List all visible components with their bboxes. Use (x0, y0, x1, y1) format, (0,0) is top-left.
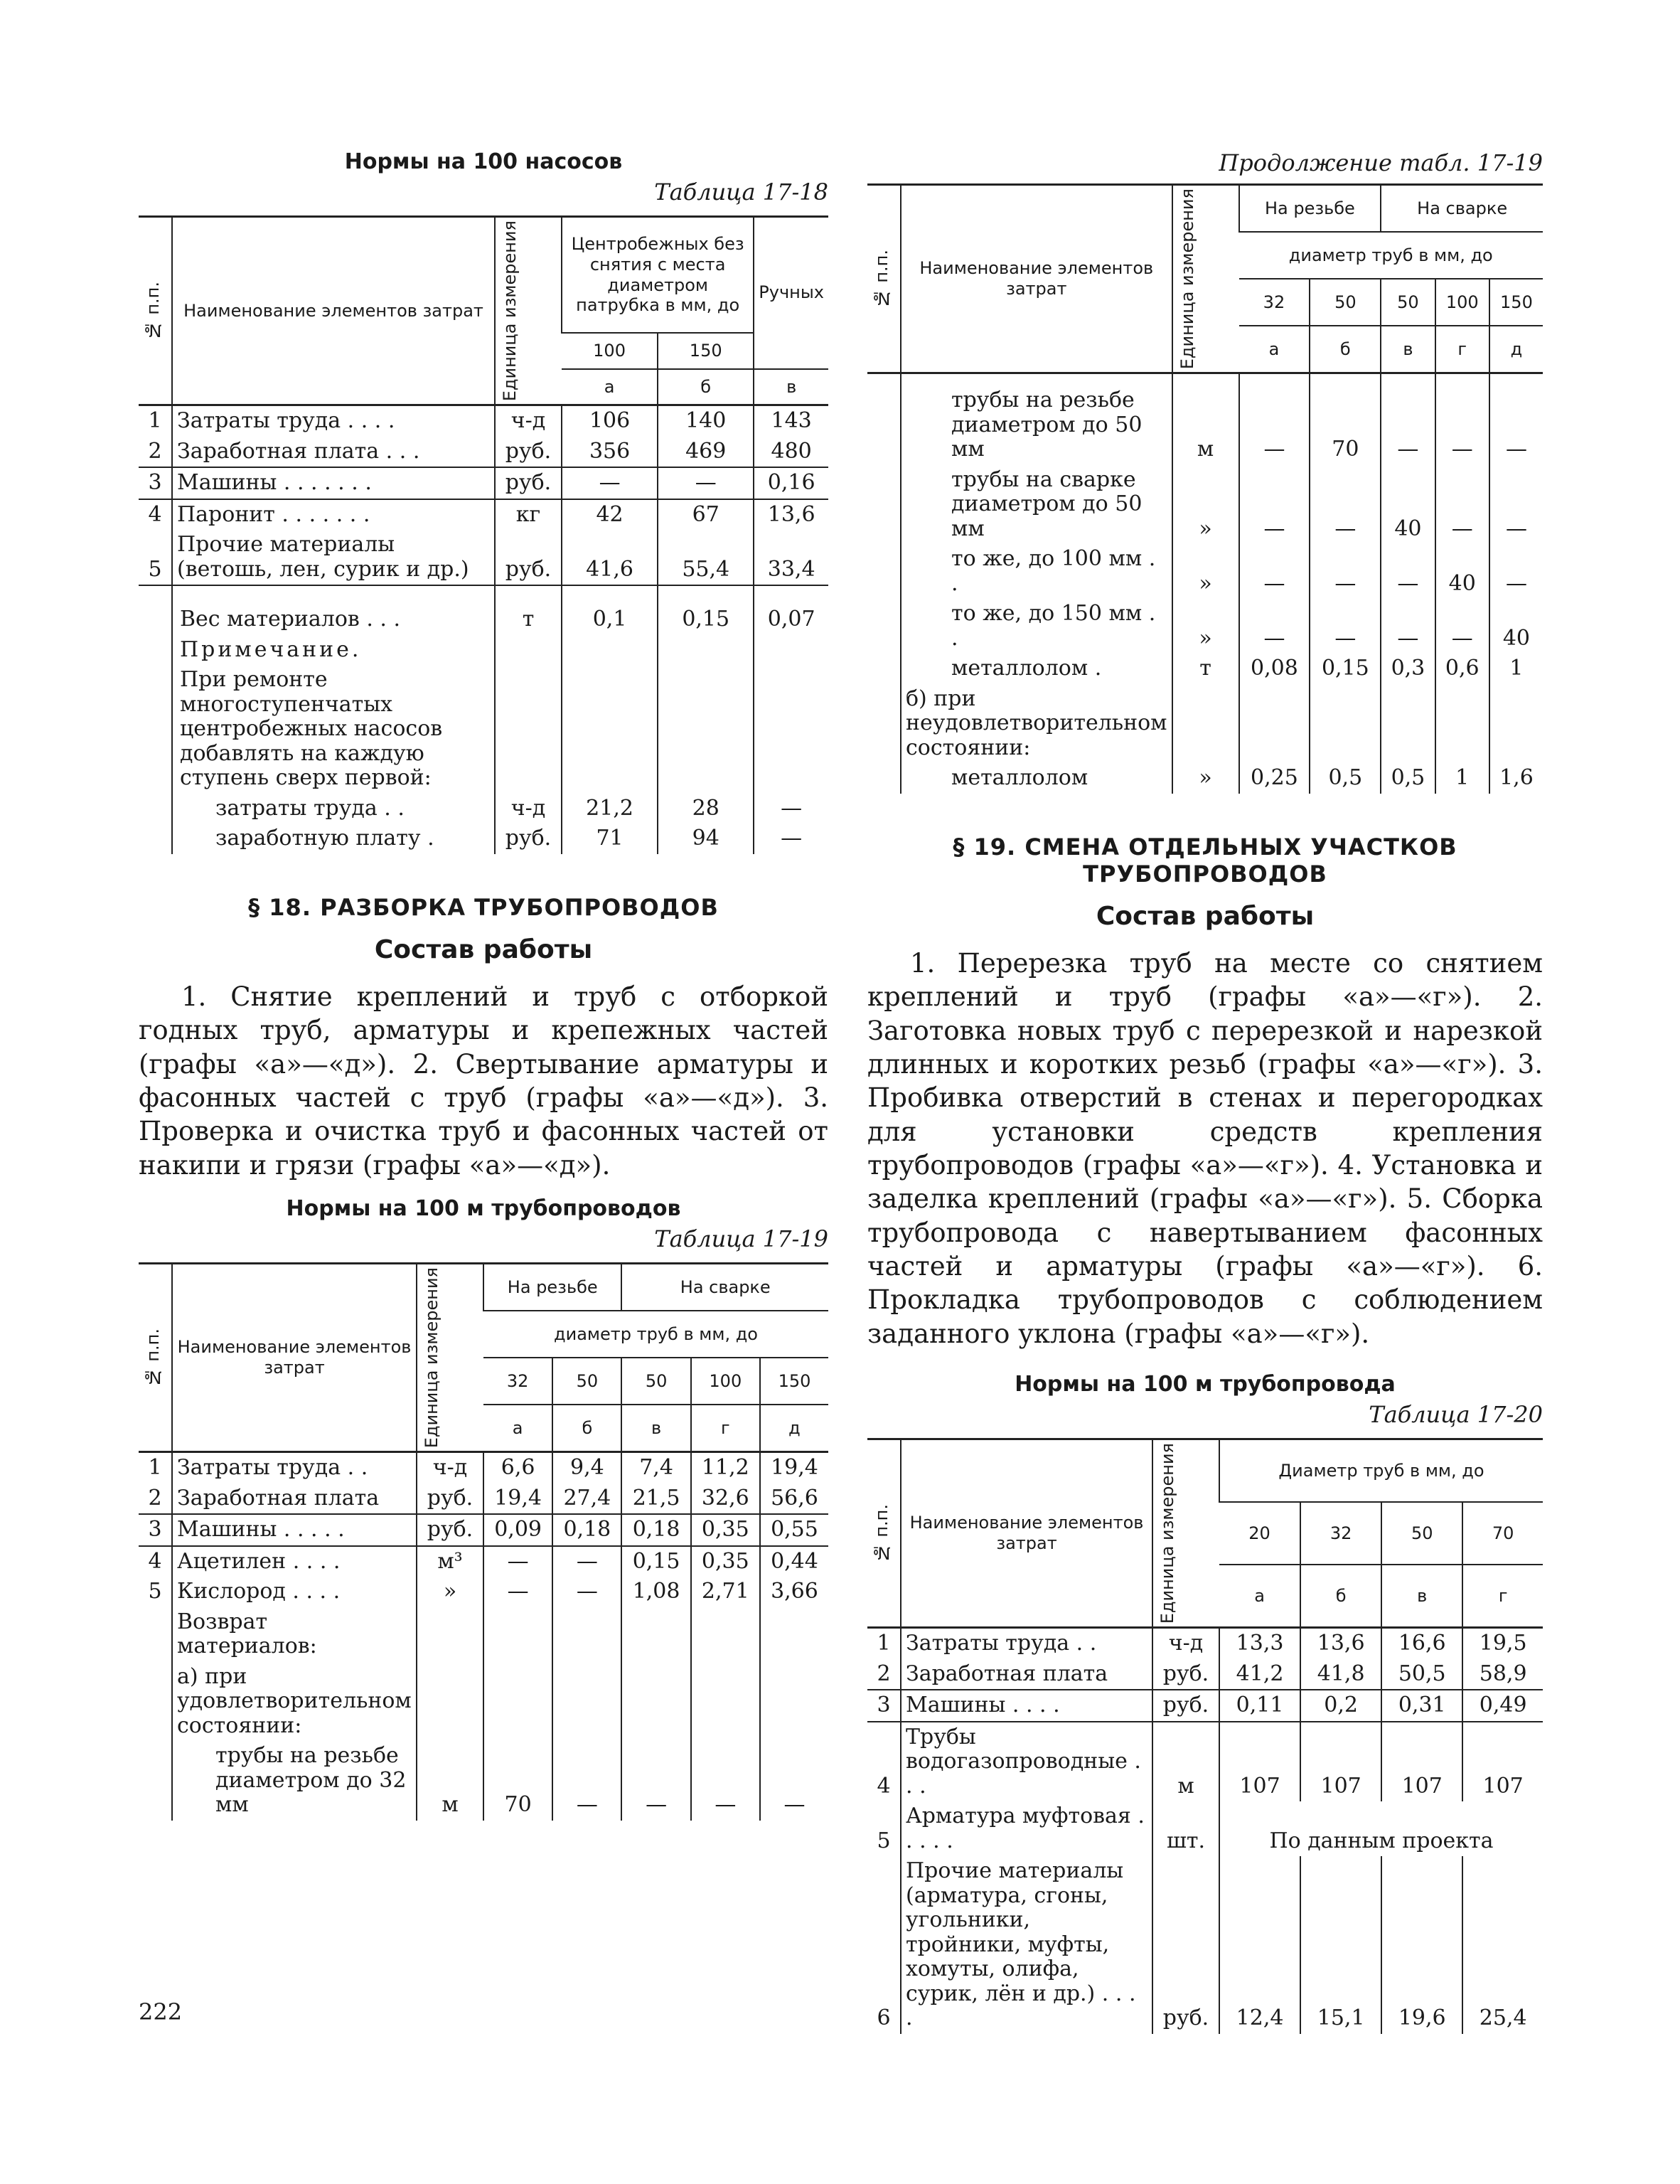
col-d50: 50 (1381, 1502, 1462, 1565)
table-row: трубы на сварке диаметром до 50 мм » — — 40 — — (867, 465, 1543, 545)
table-row: 4 Паронит . . . . . . . кг 42 67 13,6 (139, 499, 828, 531)
table-row-bad-label: б) при неудовлетворительном состоянии: (867, 684, 1543, 764)
col-v: в (1381, 1565, 1462, 1628)
col-no: № п.п. (139, 217, 172, 405)
section-19-subheading: Состав работы (1096, 901, 1315, 931)
table-17-20-caption: Таблица 17-20 (1369, 1401, 1543, 1429)
col-d70: 70 (1462, 1502, 1543, 1565)
table-row: трубы на резьбе диаметром до 50 мм м — 70 — — — (867, 373, 1543, 465)
col-v: в (621, 1405, 690, 1452)
col-a: а (483, 1405, 552, 1452)
table-row-return-title: Возврат материалов: (139, 1607, 828, 1662)
table-row: 5 Кислород . . . . » — — 1,08 2,71 3,66 (139, 1577, 828, 1607)
left-column (139, 149, 828, 1821)
col-diam: диаметр труб в мм, до (1239, 232, 1543, 279)
table-17-20-norms: Нормы на 100 м трубопровода (1015, 1372, 1396, 1397)
col-name: Наименование элементов затрат (901, 1439, 1152, 1628)
col-no: № п.п. (867, 185, 901, 373)
col-name: Наименование элементов затрат (901, 185, 1172, 373)
col-b: б (658, 369, 754, 405)
table-row: заработную плату . руб. 71 94 — (139, 824, 828, 854)
col-diam: Диаметр труб в мм, до (1219, 1439, 1543, 1503)
table-row: 3 Машины . . . . . руб. 0,09 0,18 0,18 0,35 0,55 (139, 1514, 828, 1546)
page-number: 222 (139, 1998, 183, 2025)
table-row: затраты труда . . ч-д 21,2 28 — (139, 794, 828, 824)
col-b: б (552, 1405, 621, 1452)
col-d32: 32 (1300, 1502, 1381, 1565)
table-17-19-norms: Нормы на 100 м трубопроводов (286, 1195, 681, 1221)
section-18-heading: § 18. РАЗБОРКА ТРУБОПРОВОДОВ (248, 893, 719, 921)
table-17-19-continued (867, 183, 1543, 794)
section-19-heading: § 19. СМЕНА ОТДЕЛЬНЫХ УЧАСТКОВ ТРУБОПРОВОДОВ (953, 833, 1457, 888)
col-d20: 20 (1219, 1502, 1300, 1565)
col-d50: 50 (1381, 279, 1435, 326)
col-d150: 150 (760, 1358, 828, 1405)
table-row: 3 Машины . . . . руб. 0,11 0,2 0,31 0,49 (867, 1690, 1543, 1722)
table-row: 3 Машины . . . . . . . руб. — — 0,16 (139, 467, 828, 499)
col-d100: 100 (1435, 279, 1489, 326)
col-unit: Единица измерения (1172, 185, 1239, 373)
col-d50: 50 (621, 1358, 690, 1405)
section-18-text: 1. Снятие креплений и труб с отборкой годных труб, арматуры и крепежных частей (графы «а»—«д»). 2. Свертывание арматуры и фасонных частей с труб (графы «а»—«д»). 3. Проверка и очистка труб и фасонных частей от накипи и грязи (графы «а»—«д»). (139, 981, 828, 1181)
table-17-18-caption: Таблица 17-18 (654, 179, 828, 206)
table-row: металлолом . т 0,08 0,15 0,3 0,6 1 (867, 654, 1543, 684)
table-row: 4 Трубы водогазопроводные . . . м 107 107 107 107 (867, 1722, 1543, 1802)
table-row: 1 Затраты труда . . . . ч-д 106 140 143 (139, 405, 828, 437)
col-unit: Единица измерения (495, 217, 562, 405)
table-row-note-text: При ремонте многоступенчатых центробежных насосов добавлять на каждую ступень сверх первой: (139, 665, 828, 794)
section-18-subheading: Состав работы (374, 934, 593, 964)
col-d150: 150 (658, 333, 754, 369)
table-row: металлолом » 0,25 0,5 0,5 1 1,6 (867, 763, 1543, 794)
table-row-note-title: Примечание. (139, 635, 828, 666)
table-row: то же, до 150 мм . . » — — — — 40 (867, 599, 1543, 654)
table-row: 5 Арматура муфтовая . . . . . шт. По данным проекта (867, 1801, 1543, 1856)
col-a: а (562, 369, 658, 405)
table-17-19-continued-caption: Продолжение табл. 17-19 (1219, 149, 1543, 176)
table-row: 2 Заработная плата . . . руб. 356 469 480 (139, 437, 828, 468)
col-d32: 32 (483, 1358, 552, 1405)
col-g: г (1462, 1565, 1543, 1628)
right-column (867, 149, 1543, 2034)
table-row: 1 Затраты труда . . ч-д 13,3 13,6 16,6 19,5 (867, 1628, 1543, 1659)
col-centrifugal: Центробежных без снятия с места диаметром патрубка в мм, до (562, 217, 754, 334)
col-d100: 100 (691, 1358, 760, 1405)
col-v: в (1381, 326, 1435, 373)
col-unit: Единица измерения (1152, 1439, 1219, 1628)
col-v: в (754, 369, 828, 405)
table-row: 6 Прочие материалы (арматура, сгоны, угольники, тройники, муфты, хомуты, олифа, сурик, лён и др.) . . . . руб. 12,4 15,1 19,6 25,4 (867, 1856, 1543, 2034)
col-name: Наименование элементов затрат (172, 217, 495, 405)
table-row-return-a: а) при удовлетворительном состоянии: (139, 1662, 828, 1742)
col-diam: диаметр труб в мм, до (483, 1311, 828, 1358)
col-unit: Единица измерения (417, 1263, 483, 1451)
table-17-20 (867, 1438, 1543, 2034)
table-17-19 (139, 1262, 828, 1821)
table-17-18-norms: Нормы на 100 насосов (344, 149, 623, 174)
col-d50: 50 (1310, 279, 1381, 326)
col-thread: На резьбе (1239, 185, 1381, 233)
col-no: № п.п. (867, 1439, 901, 1628)
col-d150: 150 (1489, 279, 1543, 326)
table-17-18 (139, 215, 828, 854)
col-d100: 100 (562, 333, 658, 369)
section-19-text: 1. Перерезка труб на месте со снятием креплений и труб (графы «а»—«г»). 2. Заготовка новых труб с перерезкой и нарезкой длинных и коротких резьб (графы «а»—«г»). 3. Пробивка отверстий в стенах и перегородках для установки средств крепления трубопроводов (графы «а»—«г»). 4. Установка и заделка креплений (графы «а»—«г»). 5. Сборка трубопровода с навертыванием фасонных частей и арматуры (графы «а»—«г»). 6. Прокладка трубопроводов с соблюдением заданного уклона (графы «а»—«г»). (867, 947, 1543, 1349)
col-manual: Ручных (754, 217, 828, 369)
col-d32: 32 (1239, 279, 1310, 326)
col-g: г (1435, 326, 1489, 373)
table-row: 4 Ацетилен . . . . м³ — — 0,15 0,35 0,44 (139, 1546, 828, 1577)
col-b: б (1310, 326, 1381, 373)
table-row-weight: Вес материалов . . . т 0,1 0,15 0,07 (139, 585, 828, 635)
col-d50: 50 (552, 1358, 621, 1405)
col-weld: На сварке (621, 1263, 828, 1311)
table-17-19-caption: Таблица 17-19 (654, 1225, 828, 1252)
table-row: 2 Заработная плата руб. 19,4 27,4 21,5 32,6 56,6 (139, 1483, 828, 1515)
col-a: а (1239, 326, 1310, 373)
table-row: 5 Прочие материалы (ветошь, лен, сурик и др.) руб. 41,6 55,4 33,4 (139, 530, 828, 585)
col-b: б (1300, 1565, 1381, 1628)
col-g: г (691, 1405, 760, 1452)
col-weld: На сварке (1381, 185, 1543, 233)
col-thread: На резьбе (483, 1263, 621, 1311)
col-name: Наименование элементов затрат (172, 1263, 417, 1451)
col-a: а (1219, 1565, 1300, 1628)
table-row: 1 Затраты труда . . ч-д 6,6 9,4 7,4 11,2 19,4 (139, 1452, 828, 1483)
col-d: д (760, 1405, 828, 1452)
col-d: д (1489, 326, 1543, 373)
span-by-project: По данным проекта (1219, 1801, 1543, 1856)
table-row: трубы на резьбе диаметром до 32 мм м 70 — — — — (139, 1741, 828, 1821)
table-row: 2 Заработная плата руб. 41,2 41,8 50,5 58,9 (867, 1659, 1543, 1690)
col-no: № п.п. (139, 1263, 172, 1451)
table-row: то же, до 100 мм . . » — — — 40 — (867, 544, 1543, 599)
